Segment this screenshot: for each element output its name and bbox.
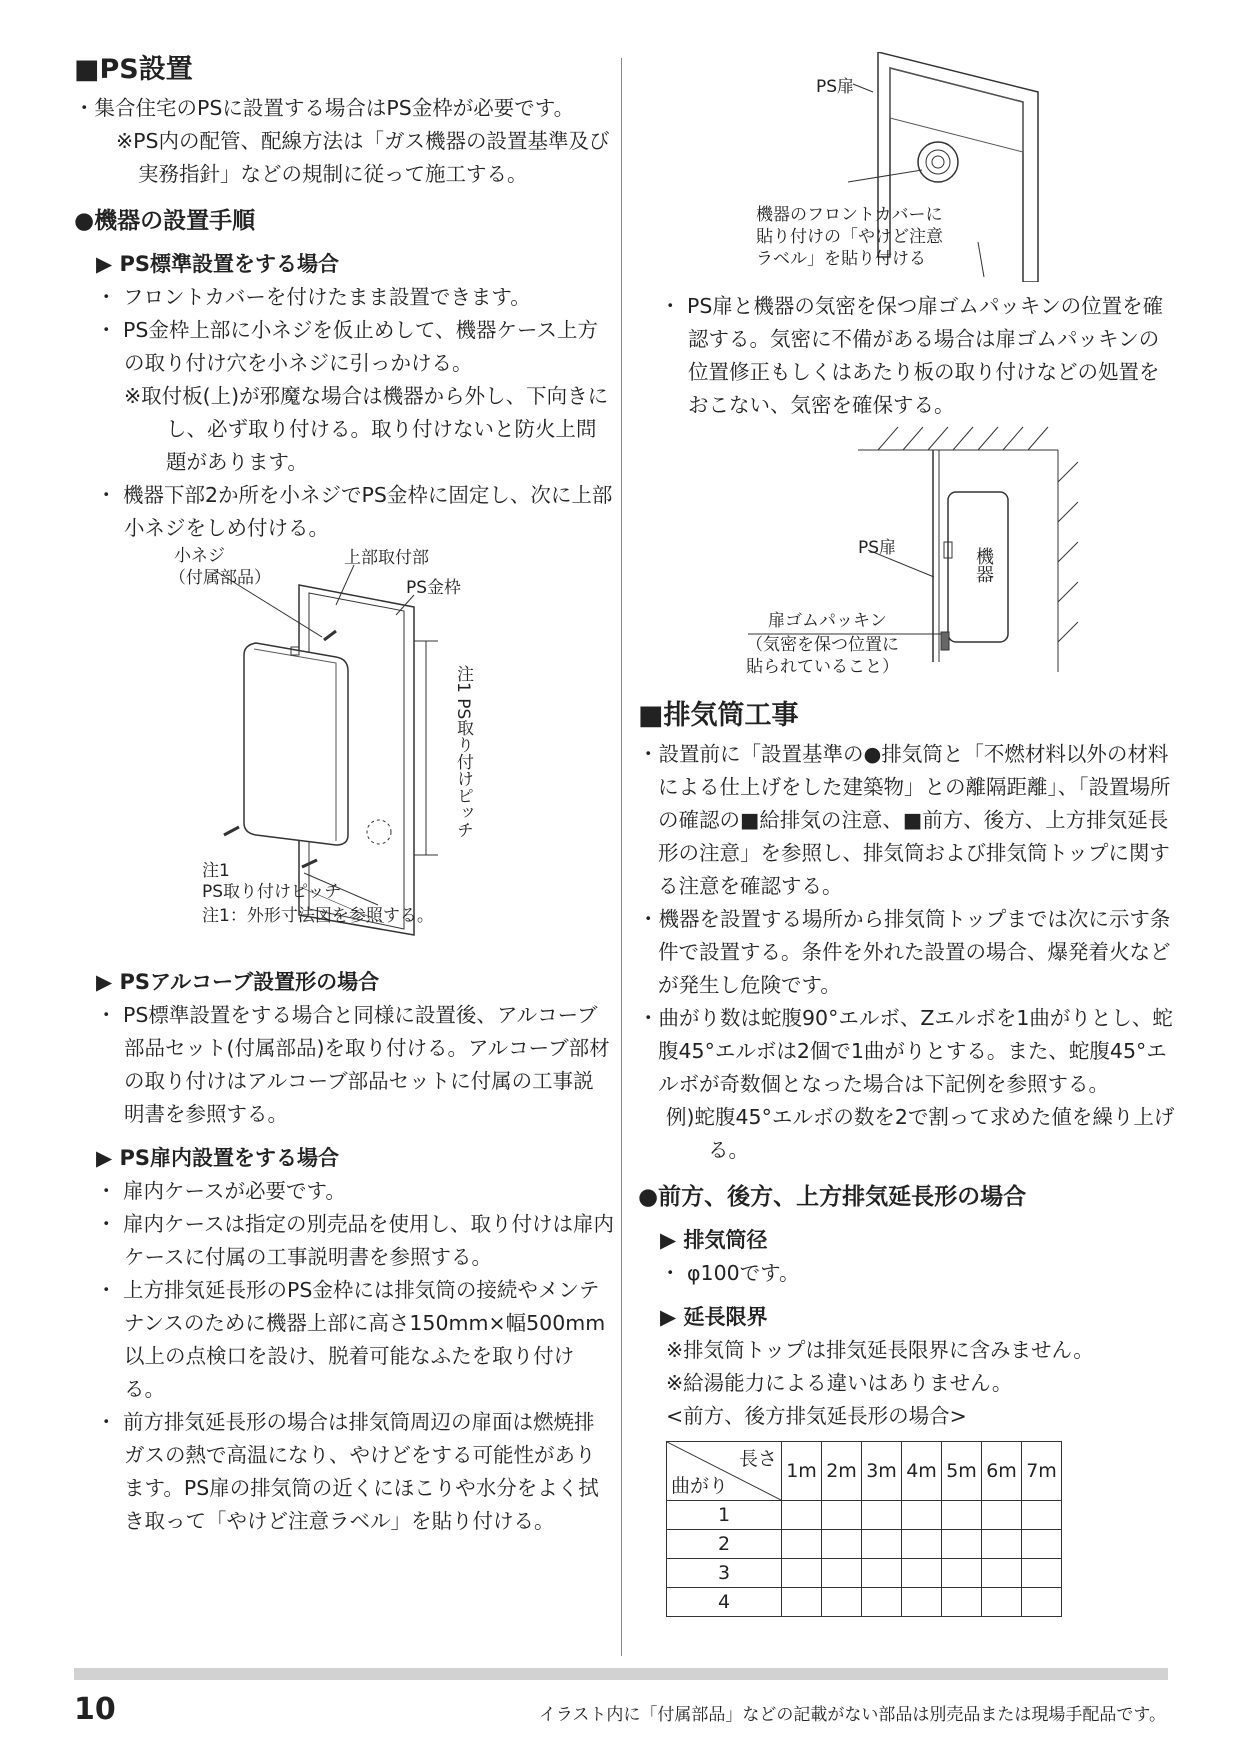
door-bullet-2: ・ 扉内ケースは指定の別売品を使用し、取り付けは扉内ケースに付属の工事説明書を参照する。: [96, 1212, 614, 1269]
table-cell: [1022, 1501, 1062, 1530]
table-cell: [1022, 1559, 1062, 1588]
table-cell: [822, 1530, 862, 1559]
col-header: 3m: [862, 1442, 902, 1501]
exhaust-bullet-3: ・曲がり数は蛇腹90°エルボ、Zエルボを1曲がりとし、蛇腹45°エルボは2個で1曲がりとする。また、蛇腹45°エルボが奇数個となった場合は下記例を参照する。: [638, 1006, 1173, 1096]
ps-standard-figure: [74, 545, 614, 955]
label-caption-2: 貼り付けの「やけど注意: [756, 227, 943, 247]
table-row: [667, 1588, 1062, 1617]
table-cell: [902, 1588, 942, 1617]
table-cell: [942, 1501, 982, 1530]
extension-limit-table: [666, 1441, 1062, 1617]
ps-bullet: ・集合住宅のPSに設置する場合はPS金枠が必要です。: [74, 96, 575, 120]
table-cell: [902, 1530, 942, 1559]
row-header: 1: [667, 1501, 782, 1530]
footer-note: イラスト内に「付属部品」などの記載がない部品は別売品または現場手配品です。: [538, 1705, 1166, 1725]
col-header: 6m: [982, 1442, 1022, 1501]
table-row: [667, 1530, 1062, 1559]
std-bullet-2: ・ PS金枠上部に小ネジを仮止めして、機器ケース上方の取り付け穴を小ネジに引っかける。: [96, 318, 598, 375]
table-cell: [822, 1559, 862, 1588]
col-header: 4m: [902, 1442, 942, 1501]
table-cell: [982, 1501, 1022, 1530]
table-cell: [1022, 1588, 1062, 1617]
table-cell: [822, 1501, 862, 1530]
table-row: [667, 1501, 1062, 1530]
table-cell: [902, 1501, 942, 1530]
packing-illustration: [638, 422, 1178, 682]
row-header: 3: [667, 1559, 782, 1588]
packing-figure: [638, 422, 1178, 682]
header-bends: 曲がり: [671, 1475, 729, 1497]
table-cell: [942, 1530, 982, 1559]
table-cell: [902, 1559, 942, 1588]
header-length: 長さ: [738, 1448, 777, 1470]
table-cell: [982, 1559, 1022, 1588]
ps-door-figure: [638, 52, 1178, 282]
label-unit: 機器: [973, 547, 994, 583]
std-note: ※取付板(上)が邪魔な場合は機器から外し、下向きにし、必ず取り付ける。取り付けないと防火上問題があります。: [124, 384, 609, 474]
table-cell: [862, 1588, 902, 1617]
table-cell: [862, 1530, 902, 1559]
label-ps-door-2: PS扉: [858, 538, 897, 558]
label-caption-3: ラベル」を貼り付ける: [756, 249, 926, 269]
diameter-title: ▶ 排気筒径: [660, 1228, 768, 1252]
table-header-row: [667, 1442, 1062, 1501]
label-packing-2: （気密を保つ位置に: [746, 635, 899, 655]
section-title-exhaust: ■排気筒工事: [638, 700, 799, 731]
column-divider: [621, 58, 622, 1656]
limit-title: ▶ 延長限界: [660, 1305, 768, 1329]
door-bullet-1: ・ 扉内ケースが必要です。: [96, 1179, 346, 1203]
limit-note-1: ※排気筒トップは排気延長限界に含みません。: [666, 1338, 1094, 1362]
right-column: [638, 52, 1178, 1617]
label-pitch-h2: PS取り付けピッチ: [202, 882, 342, 902]
label-packing-3: 貼られていること）: [746, 657, 899, 677]
col-header: 2m: [822, 1442, 862, 1501]
extension-title: ●前方、後方、上方排気延長形の場合: [638, 1184, 1027, 1210]
label-ps-frame: PS金枠: [406, 578, 462, 598]
std-bullet-3: ・ 機器下部2か所を小ネジでPS金枠に固定し、次に上部小ネジをしめ付ける。: [96, 483, 613, 540]
row-header: 4: [667, 1588, 782, 1617]
table-cell: [782, 1501, 822, 1530]
table-cell: [862, 1559, 902, 1588]
std-install-title: ▶ PS標準設置をする場合: [96, 252, 339, 276]
label-upper-mount: 上部取付部: [344, 548, 429, 568]
footer-bar: [74, 1668, 1168, 1680]
col-header: 5m: [942, 1442, 982, 1501]
label-pitch-h1: 注1: [202, 861, 230, 881]
table-cell: [782, 1559, 822, 1588]
label-pitch-vertical: 注1 PS取り付けピッチ: [453, 665, 473, 839]
table-row: [667, 1559, 1062, 1588]
table-cell: [1022, 1530, 1062, 1559]
procedure-title: ●機器の設置手順: [74, 208, 256, 234]
page-number: 10: [74, 1692, 116, 1727]
table-cell: [942, 1559, 982, 1588]
table-cell: [782, 1530, 822, 1559]
ps-frame-illustration: [74, 545, 614, 955]
table-corner-header: [667, 1442, 782, 1501]
table-cell: [822, 1588, 862, 1617]
ps-note: ※PS内の配管、配線方法は「ガス機器の設置基準及び実務指針」などの規制に従って施工する。: [116, 129, 610, 186]
col-header: 7m: [1022, 1442, 1062, 1501]
diameter-bullet: ・ φ100です。: [660, 1261, 800, 1285]
std-bullet-1: ・ フロントカバーを付けたまま設置できます。: [96, 285, 531, 309]
limit-note-2: ※給湯能力による違いはありません。: [666, 1371, 1013, 1395]
table-cell: [982, 1588, 1022, 1617]
table-cell: [982, 1530, 1022, 1559]
col-header: 1m: [782, 1442, 822, 1501]
table-cell: [942, 1588, 982, 1617]
alcove-bullet: ・ PS標準設置をする場合と同様に設置後、アルコーブ部品セット(付属部品)を取り付ける。アルコーブ部材の取り付けはアルコーブ部品セットに付属の工事説明書を参照する。: [96, 1003, 610, 1126]
label-fig1-note: 注1：外形寸法図を参照する。: [202, 906, 434, 926]
door-bullet-5: ・ PS扉と機器の気密を保つ扉ゴムパッキンの位置を確認する。気密に不備がある場合は扉ゴムパッキンの位置修正もしくはあたり板の取り付けなどの処置をおこない、気密を確保する。: [660, 294, 1164, 417]
limit-subtitle: <前方、後方排気延長形の場合>: [666, 1404, 967, 1428]
table-cell: [862, 1501, 902, 1530]
section-title-ps: ■PS設置: [74, 54, 193, 85]
door-install-title: ▶ PS扉内設置をする場合: [96, 1146, 339, 1170]
table-cell: [782, 1588, 822, 1617]
label-packing-1: 扉ゴムパッキン: [768, 611, 887, 631]
door-bullet-3: ・ 上方排気延長形のPS金枠には排気筒の接続やメンテナンスのために機器上部に高さ150mm×幅500mm以上の点検口を設け、脱着可能なふたを取り付ける。: [96, 1278, 606, 1401]
label-ps-door: PS扉: [816, 77, 855, 97]
exhaust-bullet-2: ・機器を設置する場所から排気筒トップまでは次に示す条件で設置する。条件を外れた設置の場合、爆発着火などが発生し危険です。: [638, 907, 1171, 997]
door-bullet-4: ・ 前方排気延長形の場合は排気筒周辺の扉面は燃焼排ガスの熱で高温になり、やけどをする可能性があります。PS扉の排気筒の近くにほこりや水分をよく拭き取って「やけど注意ラベル」を貼り付ける。: [96, 1410, 599, 1533]
left-column: [74, 52, 614, 1538]
label-screw: 小ネジ: [174, 546, 225, 566]
label-caption-1: 機器のフロントカバーに: [756, 205, 943, 225]
row-header: 2: [667, 1530, 782, 1559]
alcove-title: ▶ PSアルコーブ設置形の場合: [96, 970, 380, 994]
exhaust-example: 例)蛇腹45°エルボの数を2で割って求めた値を繰り上げる。: [666, 1105, 1175, 1162]
exhaust-bullet-1: ・設置前に「設置基準の●排気筒と「不燃材料以外の材料による仕上げをした建築物」との離隔距離」、「設置場所の確認の■給排気の注意、■前方、後方、上方排気延長形の注意」を参照し、排気筒および排気筒トップに関する注意を確認する。: [638, 742, 1171, 898]
label-screw-sub: （付属部品）: [169, 568, 271, 588]
